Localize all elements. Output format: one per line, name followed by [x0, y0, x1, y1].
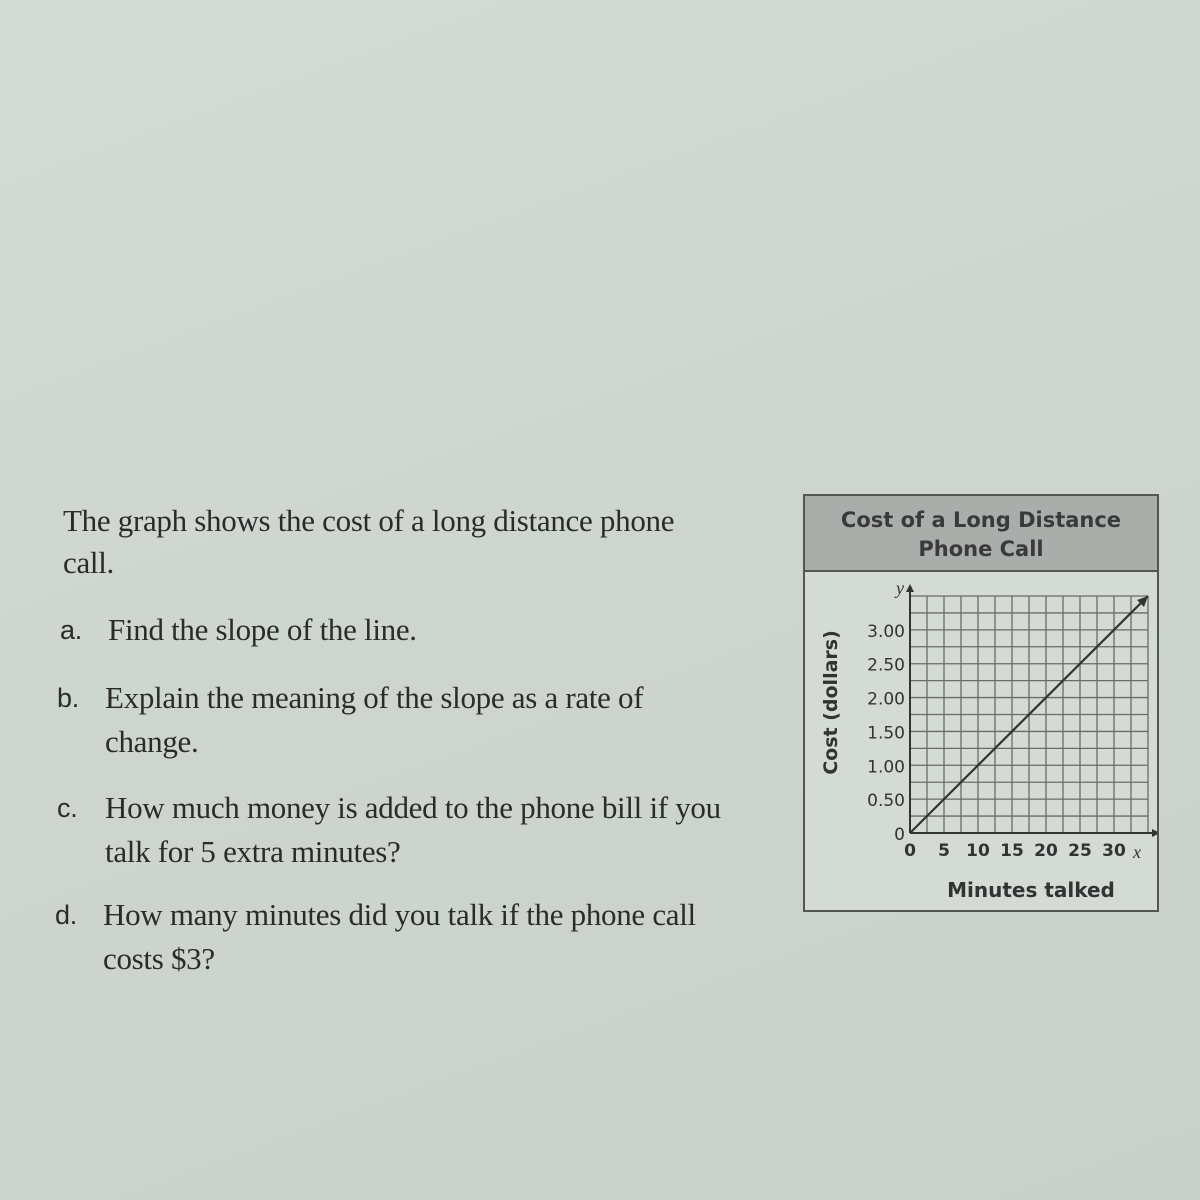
- y-tick-label: 0.50: [867, 791, 905, 812]
- y-tick-label: 3.00: [867, 621, 905, 642]
- y-tick-label: 0: [894, 825, 905, 845]
- y-tick-label: 2.00: [867, 689, 905, 710]
- question-text: How many minutes did you talk if the phone call costs $3?: [103, 897, 696, 976]
- y-axis-arrow: [906, 584, 914, 592]
- chart-title: Cost of a Long Distance Phone Call: [805, 496, 1157, 572]
- chart-panel: [803, 494, 1159, 912]
- x-axis-letter: x: [1133, 842, 1141, 862]
- y-tick-label: 1.00: [867, 757, 905, 778]
- x-tick-label: 15: [1000, 841, 1024, 861]
- x-tick-label: 10: [966, 841, 990, 861]
- x-tick-label: 30: [1102, 841, 1126, 861]
- question-letter: b.: [57, 683, 79, 713]
- y-axis-letter: y: [896, 578, 904, 598]
- question-letter: c.: [57, 793, 78, 823]
- x-tick-label: 20: [1034, 841, 1058, 861]
- cost-line-chart: [805, 496, 1157, 910]
- y-tick-label: 2.50: [867, 655, 905, 676]
- y-axis-label: Cost (dollars): [820, 630, 842, 775]
- x-axis-label: Minutes talked: [947, 878, 1115, 902]
- x-tick-label: 25: [1068, 841, 1092, 861]
- x-tick-label: 0: [904, 841, 916, 861]
- question-letter: a.: [60, 615, 82, 645]
- question-text: How much money is added to the phone bill if you talk for 5 extra minutes?: [105, 790, 721, 869]
- question-text: Find the slope of the line.: [108, 612, 417, 647]
- y-tick-label: 1.50: [867, 723, 905, 744]
- x-axis-arrow: [1152, 829, 1157, 837]
- question-letter: d.: [55, 900, 77, 930]
- x-tick-label: 5: [938, 841, 950, 861]
- question-text: Explain the meaning of the slope as a rate of change.: [105, 680, 644, 759]
- problem-intro: The graph shows the cost of a long distance phone call.: [63, 503, 675, 580]
